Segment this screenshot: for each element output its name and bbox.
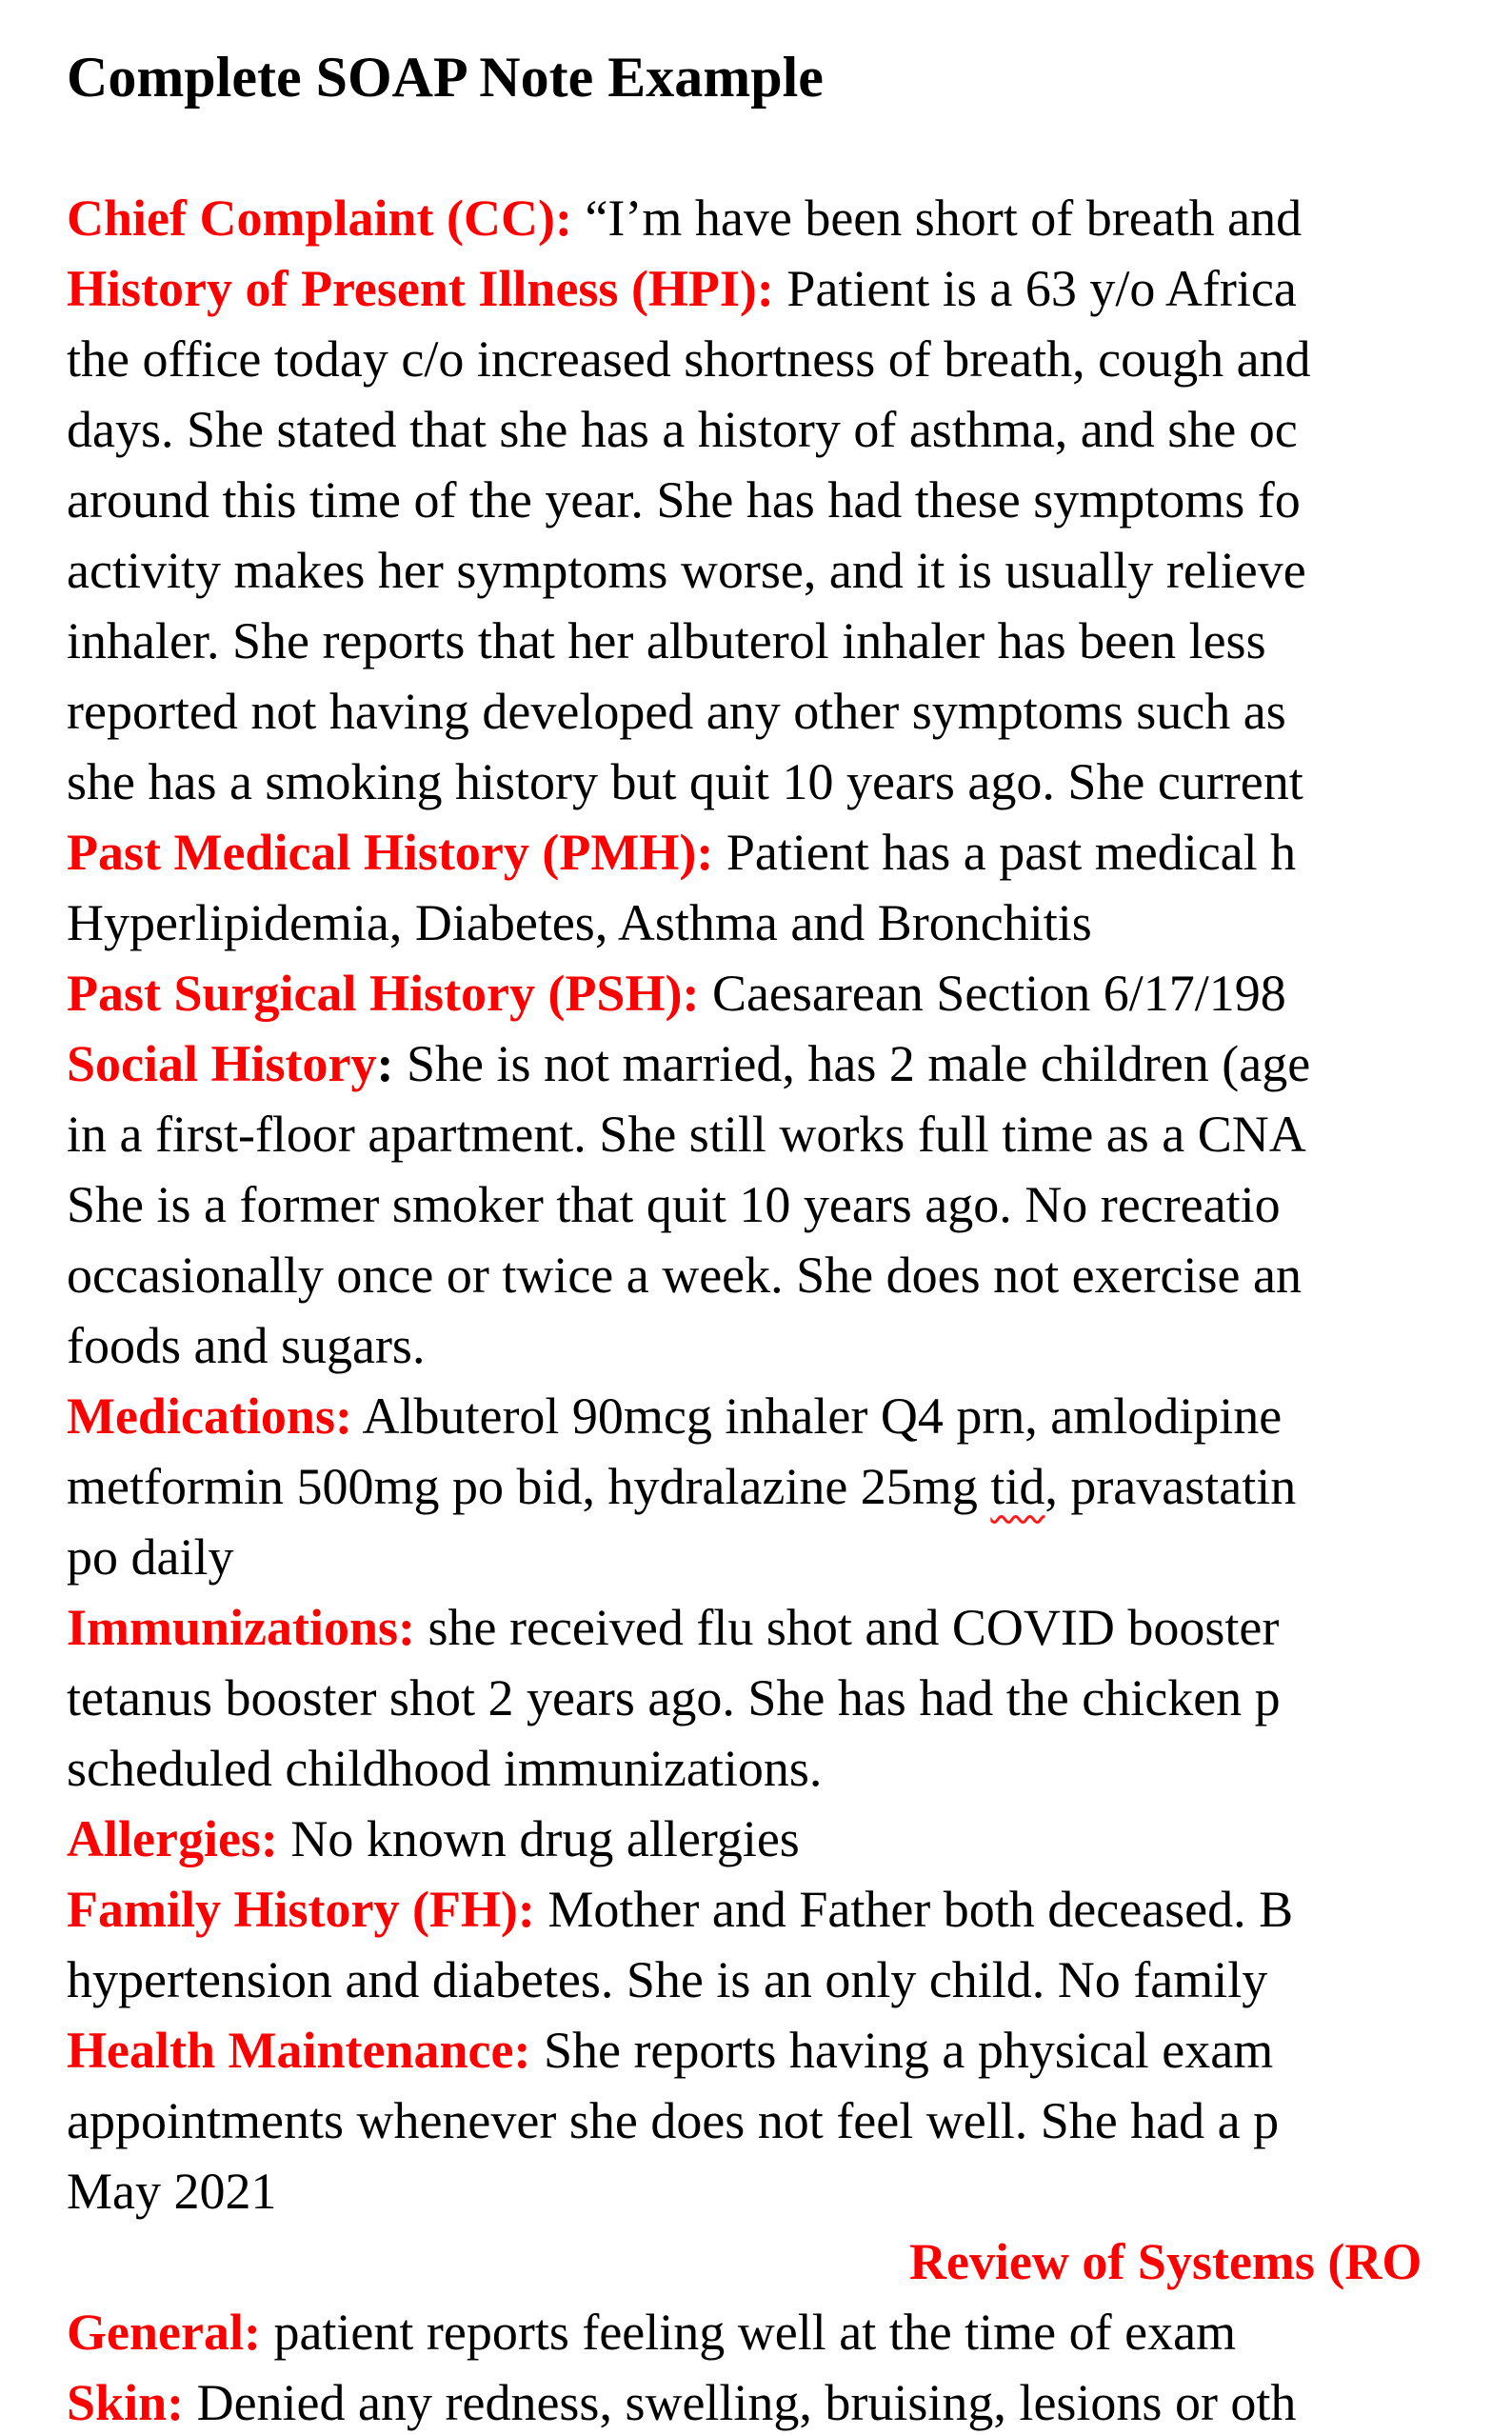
body-text: occasionally once or twice a week. She does not exercise an (67, 1247, 1302, 1304)
body-text: She reports having a physical exam (530, 2022, 1274, 2079)
doc-line (67, 535, 1512, 606)
section-label: Review of Systems (RO (909, 2233, 1422, 2290)
doc-line (67, 1592, 1512, 1663)
doc-line (67, 1451, 1512, 1522)
doc-line (67, 2297, 1512, 2367)
body-text: in a first-floor apartment. She still works full time as a CNA (67, 1106, 1306, 1163)
body-text: the office today c/o increased shortness of breath, cough and (67, 330, 1311, 388)
body-text: foods and sugars. (67, 1317, 426, 1374)
body-text: tetanus booster shot 2 years ago. She has had the chicken p (67, 1669, 1281, 1726)
document-title (67, 42, 1512, 112)
body-text: days. She stated that she has a history of asthma, and she oc (67, 401, 1298, 458)
section-label: Health Maintenance: (67, 2022, 531, 2079)
section-label: Past Medical History (PMH): (67, 824, 714, 881)
doc-line (67, 1028, 1512, 1099)
doc-line (67, 183, 1512, 253)
doc-line (67, 1733, 1512, 1804)
blank-line (67, 112, 1512, 183)
doc-line (67, 324, 1512, 394)
section-label: Family History (FH): (67, 1881, 535, 1938)
doc-line (67, 1169, 1512, 1240)
section-label: Skin: (67, 2374, 185, 2431)
body-text: “I’m have been short of breath and (571, 190, 1303, 247)
body-text: patient reports feeling well at the time of exam (260, 2304, 1237, 2361)
body-text: , pravastatin (1044, 1458, 1297, 1515)
doc-line (67, 2086, 1512, 2156)
body-text: po daily (67, 1528, 234, 1586)
body-text: Caesarean Section 6/17/198 (699, 965, 1286, 1022)
section-label: General: (67, 2304, 261, 2361)
doc-line (67, 1240, 1512, 1310)
doc-line (67, 465, 1512, 535)
body-text: hypertension and diabetes. She is an only child. No family (67, 1951, 1268, 2008)
section-label: Medications: (67, 1387, 352, 1445)
section-label: Chief Complaint (CC): (67, 190, 572, 247)
body-text: Albuterol 90mcg inhaler Q4 prn, amlodipine (351, 1387, 1283, 1445)
doc-line (67, 1874, 1512, 1945)
doc-line (67, 747, 1512, 817)
body-text: she has a smoking history but quit 10 years ago. She current (67, 753, 1303, 810)
body-text: reported not having developed any other symptoms such as (67, 683, 1286, 740)
doc-line (67, 253, 1512, 324)
section-label: Allergies: (67, 1810, 278, 1867)
body-text: She is a former smoker that quit 10 years ago. No recreatio (67, 1176, 1281, 1233)
body-text: appointments whenever she does not feel well. She had a p (67, 2092, 1280, 2149)
body-text: scheduled childhood immunizations. (67, 1740, 823, 1797)
doc-line (67, 1381, 1512, 1451)
section-label: Immunizations: (67, 1599, 416, 1656)
doc-line (67, 888, 1512, 958)
body-text: Patient is a 63 y/o Africa (773, 260, 1297, 317)
body-text: activity makes her symptoms worse, and it is usually relieve (67, 542, 1306, 599)
doc-line (67, 817, 1512, 888)
body-text: May 2021 (67, 2163, 277, 2220)
doc-line (67, 1522, 1512, 1592)
doc-line (67, 1310, 1512, 1381)
body-text: she received flu shot and COVID booster (415, 1599, 1280, 1656)
doc-line (67, 394, 1512, 465)
doc-line (67, 676, 1512, 747)
doc-line (67, 2156, 1512, 2226)
body-text: inhaler. She reports that her albuterol inhaler has been less (67, 612, 1266, 669)
section-label: Past Surgical History (PSH): (67, 965, 700, 1022)
ros-section-heading (67, 2226, 1512, 2297)
doc-line (67, 606, 1512, 676)
section-label: History of Present Illness (HPI): (67, 260, 774, 317)
body-text: Hyperlipidemia, Diabetes, Asthma and Bronchitis (67, 894, 1092, 951)
body-text: around this time of the year. She has had these symptoms fo (67, 471, 1301, 529)
body-text: Denied any redness, swelling, bruising, lesions or oth (184, 2374, 1297, 2431)
doc-line (67, 958, 1512, 1028)
doc-line (67, 1099, 1512, 1169)
doc-line (67, 1945, 1512, 2015)
body-text: She is not married, has 2 male children (age (393, 1035, 1311, 1092)
doc-line (67, 1663, 1512, 1733)
spellcheck-flagged-word: tid (990, 1458, 1045, 1515)
doc-line (67, 2015, 1512, 2086)
page-title: Complete SOAP Note Example (67, 46, 824, 109)
section-label: Social History (67, 1035, 377, 1092)
body-text: Patient has a past medical h (713, 824, 1297, 881)
doc-line (67, 2367, 1512, 2435)
body-text: : (376, 1035, 394, 1092)
doc-line (67, 1804, 1512, 1874)
body-text: metformin 500mg po bid, hydralazine 25mg (67, 1458, 991, 1515)
body-text: No known drug allergies (277, 1810, 800, 1867)
body-text: Mother and Father both deceased. B (534, 1881, 1294, 1938)
